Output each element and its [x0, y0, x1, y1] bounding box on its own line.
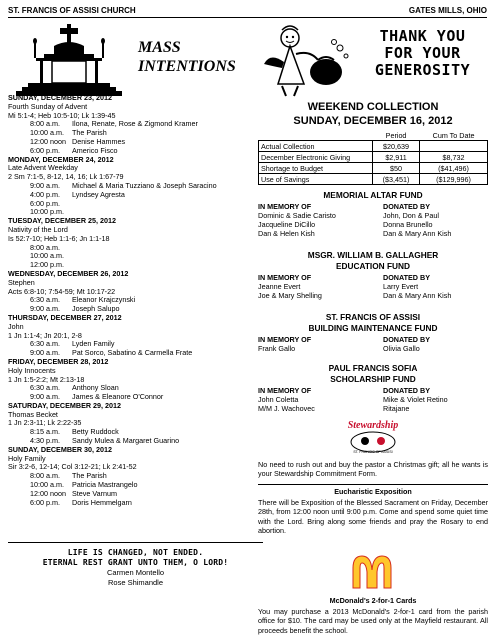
collection-title-line2: SUNDAY, DECEMBER 16, 2012: [293, 115, 453, 127]
donor-name: Donna Brunello: [383, 220, 433, 229]
mass-intention-name: Denise Hammes: [72, 136, 126, 146]
mass-day-detail: 1 Jn 1:1-4; Jn 20:1, 2-8: [8, 330, 82, 340]
mass-day-heading: THURSDAY, DECEMBER 27, 2012: [8, 312, 122, 322]
collection-table: [258, 130, 488, 185]
stewardship-logo: [343, 417, 403, 455]
mass-intention-name: Pat Sorco, Sabatino & Carmella Frate: [72, 348, 193, 358]
section-divider: [258, 484, 488, 485]
collection-row: [259, 152, 488, 163]
church-location: GATES MILLS, OHIO: [408, 6, 487, 15]
mass-time: 10:00 a.m.: [30, 251, 64, 261]
donor-name: Dan & Mary Ann Kish: [383, 229, 452, 238]
mass-entry: [8, 499, 263, 508]
thanks-line1: THANK YOU: [379, 27, 466, 45]
fund-row: [258, 211, 488, 220]
donor-name: Ritajane: [383, 404, 410, 413]
mass-time: 6:00 p.m.: [30, 198, 60, 208]
thanks-line3: GENEROSITY: [374, 61, 471, 79]
mass-intention-name: Americo Fisco: [72, 145, 118, 155]
fund-header-row: [258, 335, 488, 344]
mass-day-heading: TUESDAY, DECEMBER 25, 2012: [8, 216, 116, 226]
sofia-fund-title: [258, 363, 488, 385]
donated-by-header: DONATED BY: [383, 202, 430, 211]
mass-time: 8:00 a.m.: [30, 471, 60, 481]
mass-day-detail: Nativity of the Lord: [8, 224, 68, 234]
sofia-title-line1: PAUL FRANCIS SOFIA: [328, 363, 418, 373]
in-memory-name: M/M J. Wachovec: [258, 404, 315, 413]
building-title-line2: BUILDING MAINTENANCE FUND: [308, 323, 438, 333]
gallagher-title-line1: MSGR. WILLIAM B. GALLAGHER: [307, 250, 439, 260]
in-memory-of-header: IN MEMORY OF: [258, 386, 312, 395]
sofia-fund-table: [258, 386, 488, 413]
mass-intention-name: Steve Varnum: [72, 488, 118, 498]
mass-intention-name: The Parish: [72, 471, 107, 481]
fund-row: [258, 282, 488, 291]
in-memory-of-header: IN MEMORY OF: [258, 202, 312, 211]
collection-rows: [259, 141, 488, 185]
mass-time: 6:30 a.m.: [30, 339, 60, 349]
mass-day-detail: 1 Jn 2:3-11; Lk 2:22-35: [8, 418, 82, 428]
in-memory-name: Dan & Helen Kish: [258, 229, 315, 238]
mass-time: 4:30 p.m.: [30, 436, 60, 446]
closing-line1: LIFE IS CHANGED, NOT ENDED.: [67, 548, 204, 557]
col-cum-header: Cum To Date: [420, 130, 488, 141]
in-memory-name: Jeanne Evert: [258, 282, 301, 291]
mass-intention-name: The Parish: [72, 128, 107, 138]
mass-intention-name: Patricia Mastrangelo: [72, 480, 138, 490]
mass-intentions-list: [8, 94, 263, 507]
stewardship-logo-text: Stewardship: [347, 420, 399, 431]
mass-title-line2: INTENTIONS: [138, 58, 236, 75]
collection-period-cell: $2,911: [373, 152, 420, 163]
mass-time: 6:00 p.m.: [30, 145, 60, 155]
mass-intention-name: James & Eleanore O'Connor: [72, 392, 164, 402]
collection-row: [259, 174, 488, 185]
mass-day-detail: Thomas Becket: [8, 409, 58, 419]
mass-time: 12:00 noon: [30, 136, 66, 146]
donor-name: Larry Evert: [383, 282, 419, 291]
closing-divider: [8, 542, 263, 543]
mass-day-detail: 1 Jn 1:5-2:2; Mt 2:13-18: [8, 374, 85, 384]
collection-period-cell: $20,639: [373, 141, 420, 152]
collection-label-cell: Shortage to Budget: [259, 163, 373, 174]
collection-row: [259, 141, 488, 152]
mcdonalds-text: You may purchase a 2013 McDonald's 2-for-1 card from the parish office for $10. The card may be used only at the Mayfield restaurant. All proceeds benefit the school.: [258, 607, 488, 635]
gallagher-fund-table: [258, 273, 488, 300]
mass-day-heading: MONDAY, DECEMBER 24, 2012: [8, 154, 114, 164]
mass-intention-name: Lyden Family: [72, 339, 115, 349]
collection-period-cell: ($3,451): [373, 174, 420, 185]
mass-time: 10:00 p.m.: [30, 207, 64, 217]
collection-header-row: [259, 130, 488, 141]
mass-time: 12:00 p.m.: [30, 260, 64, 270]
mass-intention-name: Betty Ruddock: [72, 427, 119, 437]
in-memory-name: Dominic & Sadie Caristo: [258, 211, 336, 220]
mass-day-detail: Fourth Sunday of Advent: [8, 101, 88, 111]
donated-by-header: DONATED BY: [383, 335, 430, 344]
donor-name: Mike & Violet Retino: [383, 395, 448, 404]
sofia-title-line2: SCHOLARSHIP FUND: [330, 374, 416, 384]
altar-fund-table: [258, 202, 488, 238]
altar-illustration: [14, 24, 124, 99]
mass-time: 4:00 p.m.: [30, 189, 60, 199]
mass-time: 8:00 a.m.: [30, 242, 60, 252]
in-memory-name: Jacqueline DiCillo: [258, 220, 316, 229]
mass-day-heading: SUNDAY, DECEMBER 30, 2012: [8, 444, 112, 454]
stewardship-logo-sub: ST. FRANCIS OF ASSISI: [353, 450, 393, 454]
mass-day-detail: Late Advent Weekday: [8, 163, 78, 173]
collection-label-cell: December Electronic Giving: [259, 152, 373, 163]
donor-name: John, Don & Paul: [383, 211, 439, 220]
mass-day-detail: Holy Family: [8, 453, 46, 463]
church-name: ST. FRANCIS OF ASSISI CHURCH: [8, 6, 136, 15]
mass-day-detail: Acts 6:8-10; 7:54-59; Mt 10:17-22: [8, 286, 116, 296]
memorial-closing: [8, 548, 263, 588]
mass-day-detail: 2 Sm 7:1-5, 8-12, 14, 16; Lk 1:67-79: [8, 172, 124, 182]
mass-time: 12:00 noon: [30, 488, 66, 498]
deceased-name: Carmen Montello: [106, 568, 165, 577]
mass-intention-name: Joseph Salupo: [72, 304, 120, 314]
mass-day-detail: Sir 3:2-6, 12-14; Col 3:12-21; Lk 2:41-52: [8, 462, 137, 472]
left-column: [8, 24, 263, 634]
mass-day-detail: John: [8, 321, 24, 331]
fund-row: [258, 344, 488, 353]
collection-period-cell: $50: [373, 163, 420, 174]
mass-title-line1: MASS: [138, 39, 181, 56]
mass-intention-name: Sandy Mulea & Margaret Guarino: [72, 436, 180, 446]
mass-time: 8:00 a.m.: [30, 119, 60, 129]
mass-time: 9:00 a.m.: [30, 304, 60, 314]
fund-header-row: [258, 386, 488, 395]
mass-time: 6:00 p.m.: [30, 497, 60, 507]
in-memory-of-header: IN MEMORY OF: [258, 273, 312, 282]
in-memory-name: Frank Gallo: [258, 344, 296, 353]
mass-intention-name: Doris Hemmelgarn: [72, 497, 132, 507]
mass-day-heading: FRIDAY, DECEMBER 28, 2012: [8, 356, 109, 366]
mcdonalds-title: McDonald's 2-for-1 Cards: [329, 596, 417, 605]
fund-header-row: [258, 273, 488, 282]
mass-time: 9:00 a.m.: [30, 180, 60, 190]
stewardship-text: No need to rush out and buy the pastor a Christmas gift; all he wants is your Stewardship Commitment Form.: [258, 460, 488, 479]
collection-cum-cell: $8,732: [420, 152, 488, 163]
mcdonalds-logo: [350, 554, 394, 590]
mass-day-detail: Stephen: [8, 277, 35, 287]
col-period-header: Period: [373, 130, 420, 141]
gallagher-title-line2: EDUCATION FUND: [335, 261, 411, 271]
fund-row: [258, 404, 488, 413]
fund-row: [258, 220, 488, 229]
thanks-line2: FOR YOUR: [384, 44, 461, 62]
donor-name: Dan & Mary Ann Kish: [383, 291, 452, 300]
fund-row: [258, 395, 488, 404]
mass-time: 9:00 a.m.: [30, 392, 60, 402]
mass-time: 6:30 a.m.: [30, 383, 60, 393]
collection-cum-cell: ($129,996): [420, 174, 488, 185]
eucharistic-title: Eucharistic Exposition: [334, 487, 412, 496]
in-memory-name: John Coletta: [258, 395, 299, 404]
page-header: [8, 5, 487, 18]
eucharistic-text: There will be Exposition of the Blessed Sacrament on Friday, December 28th, from 12:00 noon until 9:00 p.m. Come and spend some quiet time with the Lord. Bring along some friends and pray the Rosary to end abortion.: [258, 498, 488, 535]
collection-cum-cell: [420, 141, 488, 152]
mass-time: 8:15 a.m.: [30, 427, 60, 437]
mass-intention-name: Lyndsey Agresta: [72, 189, 125, 199]
collection-title-line1: WEEKEND COLLECTION: [307, 101, 439, 113]
mass-day-heading: WEDNESDAY, DECEMBER 26, 2012: [8, 268, 129, 278]
mass-time: 10:00 a.m.: [30, 128, 64, 138]
donated-by-header: DONATED BY: [383, 386, 430, 395]
in-memory-name: Joe & Mary Shelling: [258, 291, 322, 300]
right-column: [258, 24, 488, 634]
collection-cum-cell: ($41,496): [420, 163, 488, 174]
mass-day-heading: SATURDAY, DECEMBER 29, 2012: [8, 400, 122, 410]
in-memory-of-header: IN MEMORY OF: [258, 335, 312, 344]
deceased-name: Rose Shimandle: [107, 578, 164, 587]
mass-intention-name: Ilona, Renate, Rose & Zigmond Kramer: [72, 119, 198, 129]
mass-intention-name: Eleanor Krajczynski: [72, 295, 136, 305]
mass-intention-name: Michael & Maria Tuzziano & Joseph Saracino: [72, 180, 217, 190]
building-title-line1: ST. FRANCIS OF ASSISI: [325, 312, 421, 322]
collection-label-cell: Actual Collection: [259, 141, 373, 152]
fund-row: [258, 291, 488, 300]
mass-day-heading: SUNDAY, DECEMBER 23, 2012: [8, 93, 112, 102]
mass-day-detail: Mi 5:1-4; Heb 10:5-10; Lk 1:39-45: [8, 110, 116, 120]
closing-line2: ETERNAL REST GRANT UNTO THEM, O LORD!: [42, 558, 229, 567]
collection-title: [258, 100, 488, 128]
mass-intentions-title: [138, 38, 236, 76]
mass-time: 10:00 a.m.: [30, 480, 64, 490]
collection-label-cell: Use of Savings: [259, 174, 373, 185]
mass-day-detail: Is 52:7-10; Heb 1:1-6; Jn 1:1-18: [8, 233, 110, 243]
donor-name: Olivia Gallo: [383, 344, 420, 353]
donated-by-header: DONATED BY: [383, 273, 430, 282]
fund-row: [258, 229, 488, 238]
gallagher-fund-title: [258, 250, 488, 272]
angel-with-bag-illustration: [260, 24, 350, 99]
mass-day-detail: Holy Innocents: [8, 365, 56, 375]
building-fund-title: [258, 312, 488, 334]
altar-fund-title: MEMORIAL ALTAR FUND: [323, 190, 423, 200]
mass-intention-name: Anthony Sloan: [72, 383, 119, 393]
mass-time: 9:00 a.m.: [30, 348, 60, 358]
fund-header-row: [258, 202, 488, 211]
collection-row: [259, 163, 488, 174]
mass-time: 6:30 a.m.: [30, 295, 60, 305]
building-fund-table: [258, 335, 488, 353]
thank-you-heading: [355, 28, 490, 79]
